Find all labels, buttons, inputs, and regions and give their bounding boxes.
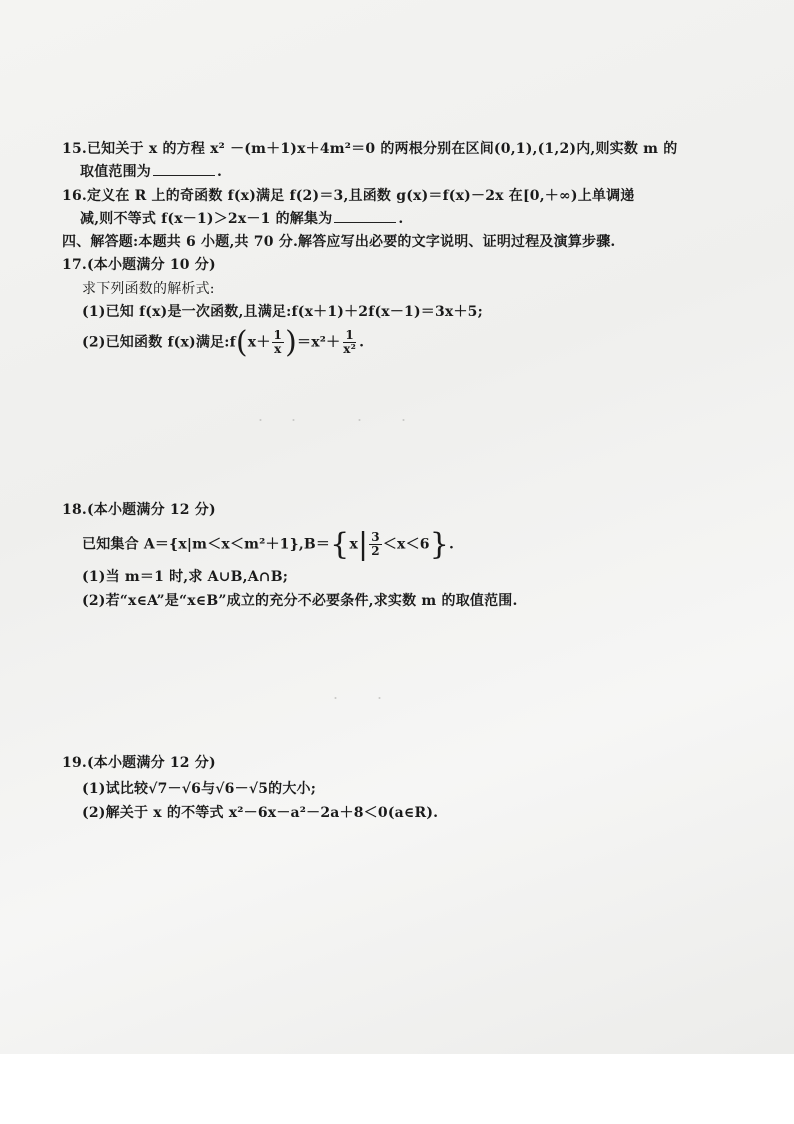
fraction-3-over-2: $\frac{3}{2}$	[371, 530, 380, 558]
vertical-bar: |	[357, 527, 369, 562]
q15-answer-prompt: 取值范围为	[80, 164, 151, 180]
q18-header: 18.(本小题满分 12 分)	[62, 502, 216, 518]
q15-period: .	[217, 164, 223, 180]
q17-part2-rhs: ＝x²＋	[297, 334, 341, 351]
q15-answer-blank	[153, 161, 215, 176]
q17-intro: 求下列函数的解析式:	[82, 281, 215, 297]
fraction-1-over-x2: $\frac{1}{\text{x²}}$	[343, 328, 357, 356]
q17-part2-arg: x＋	[247, 334, 271, 351]
right-paren: )	[285, 325, 297, 360]
left-brace: {	[330, 527, 350, 562]
q18-set-period: .	[449, 536, 455, 553]
q17-part1: (1)已知 f(x)是一次函数,且满足:f(x＋1)＋2f(x－1)＝3x＋5;	[82, 304, 483, 320]
q17-part2-prefix: (2)已知函数 f(x)满足:f	[82, 334, 236, 351]
q18-part1: (1)当 m＝1 时,求 A∪B,A∩B;	[82, 569, 289, 585]
section4-heading: 四、解答题:本题共 6 小题,共 70 分.解答应写出必要的文字说明、证明过程及演算步骤.	[62, 234, 616, 250]
q18-set-var: x	[349, 536, 358, 553]
q15-line1: 15.已知关于 x 的方程 x² －(m＋1)x＋4m²＝0 的两根分别在区间(0,1),(1,2)内,则实数 m 的	[62, 141, 678, 157]
q17-part2-period: .	[359, 334, 365, 351]
q17-part2	[82, 325, 364, 360]
bleed-through-text: ・ ・ ・ ・	[255, 414, 409, 427]
q16-answer-blank	[334, 208, 396, 223]
right-brace: }	[429, 527, 450, 562]
q18-part2: (2)若“x∈A”是“x∈B”成立的充分不必要条件,求实数 m 的取值范围.	[82, 593, 518, 609]
q16-answer-prompt: 减,则不等式 f(x－1)＞2x－1 的解集为	[80, 211, 333, 227]
q18-set-a: 已知集合 A＝{x|m＜x＜m²＋1},B＝	[82, 536, 331, 553]
bleed-through-text: ・ ・	[330, 692, 385, 705]
q17-header: 17.(本小题满分 10 分)	[62, 257, 216, 273]
q19-part1: (1)试比较√7－√6与√6－√5的大小;	[82, 781, 317, 797]
q15-line2	[80, 161, 222, 181]
q19-part2: (2)解关于 x 的不等式 x²－6x－a²－2a＋8＜0(a∈R).	[82, 805, 439, 821]
q18-set-condition: ＜x＜6	[382, 536, 430, 553]
fraction-1-over-x: $\frac{1}{x}$	[273, 328, 283, 356]
q16-period: .	[398, 211, 404, 227]
q16-line1: 16.定义在 R 上的奇函数 f(x)满足 f(2)＝3,且函数 g(x)＝f(x)－2x 在[0,＋∞)上单调递	[62, 188, 635, 204]
q16-line2	[80, 208, 404, 228]
left-paren: (	[235, 325, 248, 360]
q19-header: 19.(本小题满分 12 分)	[62, 755, 216, 771]
q18-sets	[82, 527, 454, 562]
